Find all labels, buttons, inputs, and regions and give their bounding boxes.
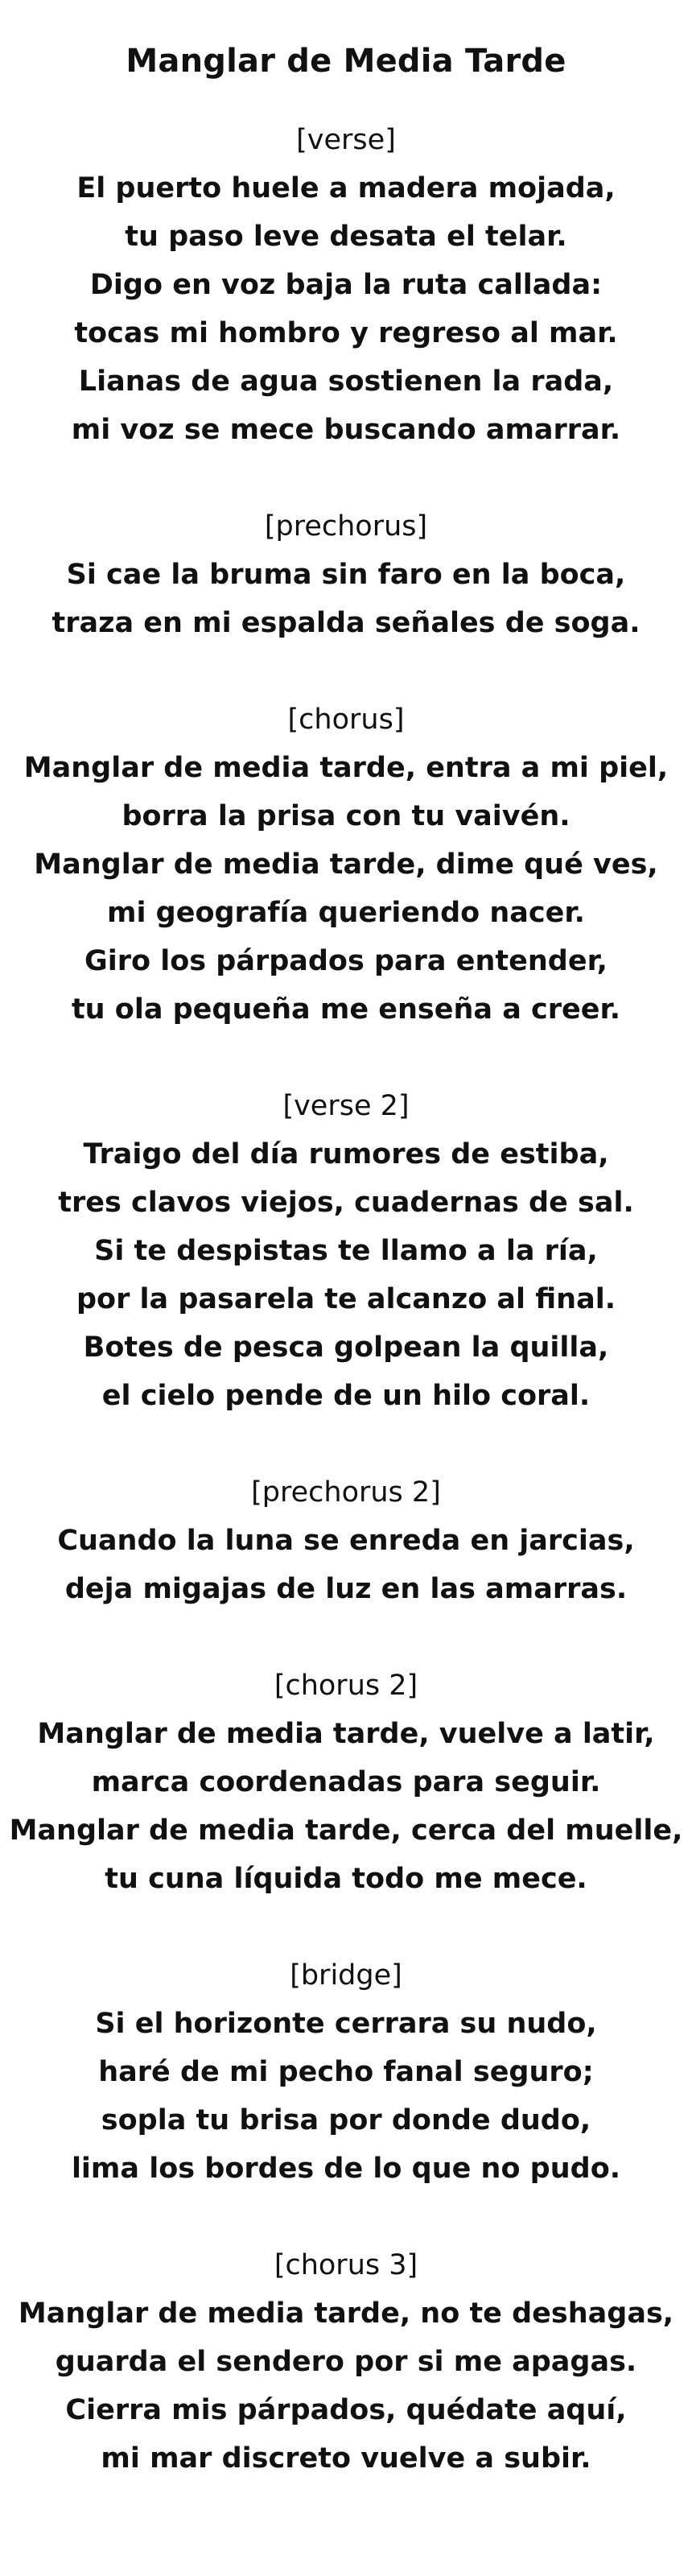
lyric-line: Cierra mis párpados, quédate aquí,: [65, 2394, 627, 2426]
lyrics-sections: [0, 116, 692, 2483]
lyric-line: Digo en voz baja la ruta callada:: [89, 269, 603, 301]
lyric-line: tocas mi hombro y regreso al mar.: [74, 317, 618, 349]
lyric-line: Giro los párpados para entender,: [84, 945, 608, 977]
section-tag: [chorus 3]: [274, 2249, 418, 2281]
lyric-line: marca coordenadas para seguir.: [91, 1766, 601, 1798]
lyric-line: Manglar de media tarde, dime qué ves,: [34, 848, 658, 881]
section-tag: [chorus]: [287, 704, 405, 736]
lyric-line: Si cae la bruma sin faro en la boca,: [66, 559, 626, 591]
lyrics-section: [0, 502, 692, 647]
lyrics-section: [0, 1468, 692, 1613]
lyrics-section: [0, 2241, 692, 2483]
lyric-line: Botes de pesca golpean la quilla,: [83, 1331, 609, 1364]
section-tag: [prechorus 2]: [251, 1476, 441, 1509]
lyric-line: mi mar discreto vuelve a subir.: [101, 2442, 591, 2475]
lyric-line: el cielo pende de un hilo coral.: [101, 1380, 591, 1412]
lyrics-section: [0, 116, 692, 454]
lyric-line: tu cuna líquida todo me mece.: [105, 1863, 587, 1895]
section-tag: [prechorus]: [264, 510, 428, 543]
section-tag: [verse 2]: [282, 1090, 410, 1122]
lyric-line: mi voz se mece buscando amarrar.: [71, 414, 621, 446]
lyric-line: Manglar de media tarde, vuelve a latir,: [37, 1718, 655, 1750]
lyric-line: Traigo del día rumores de estiba,: [83, 1138, 609, 1170]
lyrics-section: [0, 1951, 692, 2193]
lyric-line: mi geografía queriendo nacer.: [107, 897, 585, 929]
lyric-line: El puerto huele a madera mojada,: [76, 172, 616, 204]
lyric-line: Manglar de media tarde, entra a mi piel,: [23, 752, 669, 784]
lyric-line: Si el horizonte cerrara su nudo,: [95, 2008, 597, 2040]
lyrics-section: [0, 1082, 692, 1420]
lyric-line: por la pasarela te alcanzo al final.: [76, 1283, 616, 1315]
song-title: Manglar de Media Tarde: [126, 43, 566, 80]
lyric-line: Cuando la luna se enreda en jarcias,: [57, 1525, 635, 1557]
section-tag: [chorus 2]: [274, 1670, 418, 1702]
lyric-line: traza en mi espalda señales de soga.: [51, 607, 641, 639]
lyric-line: Si te despistas te llamo a la ría,: [94, 1235, 598, 1267]
lyrics-section: [0, 696, 692, 1034]
lyric-line: sopla tu brisa por donde dudo,: [101, 2104, 591, 2136]
lyrics-section: [0, 1662, 692, 1903]
lyric-line: Lianas de agua sostienen la rada,: [78, 365, 614, 398]
lyric-line: haré de mi pecho fanal seguro;: [98, 2056, 594, 2088]
lyric-line: tres clavos viejos, cuadernas de sal.: [58, 1187, 634, 1219]
lyric-line: lima los bordes de lo que no pudo.: [71, 2153, 621, 2185]
lyric-line: tu ola pequeña me enseña a creer.: [71, 993, 621, 1026]
section-tag: [verse]: [296, 124, 396, 156]
lyric-line: Manglar de media tarde, no te deshagas,: [18, 2297, 674, 2330]
lyric-line: guarda el sendero por si me apagas.: [55, 2346, 637, 2378]
lyric-line: deja migajas de luz en las amarras.: [64, 1573, 628, 1605]
lyric-line: borra la prisa con tu vaivén.: [122, 800, 570, 832]
lyric-line: Manglar de media tarde, cerca del muelle,: [9, 1814, 683, 1847]
section-tag: [bridge]: [290, 1959, 402, 1992]
lyric-line: tu paso leve desata el telar.: [125, 221, 567, 253]
